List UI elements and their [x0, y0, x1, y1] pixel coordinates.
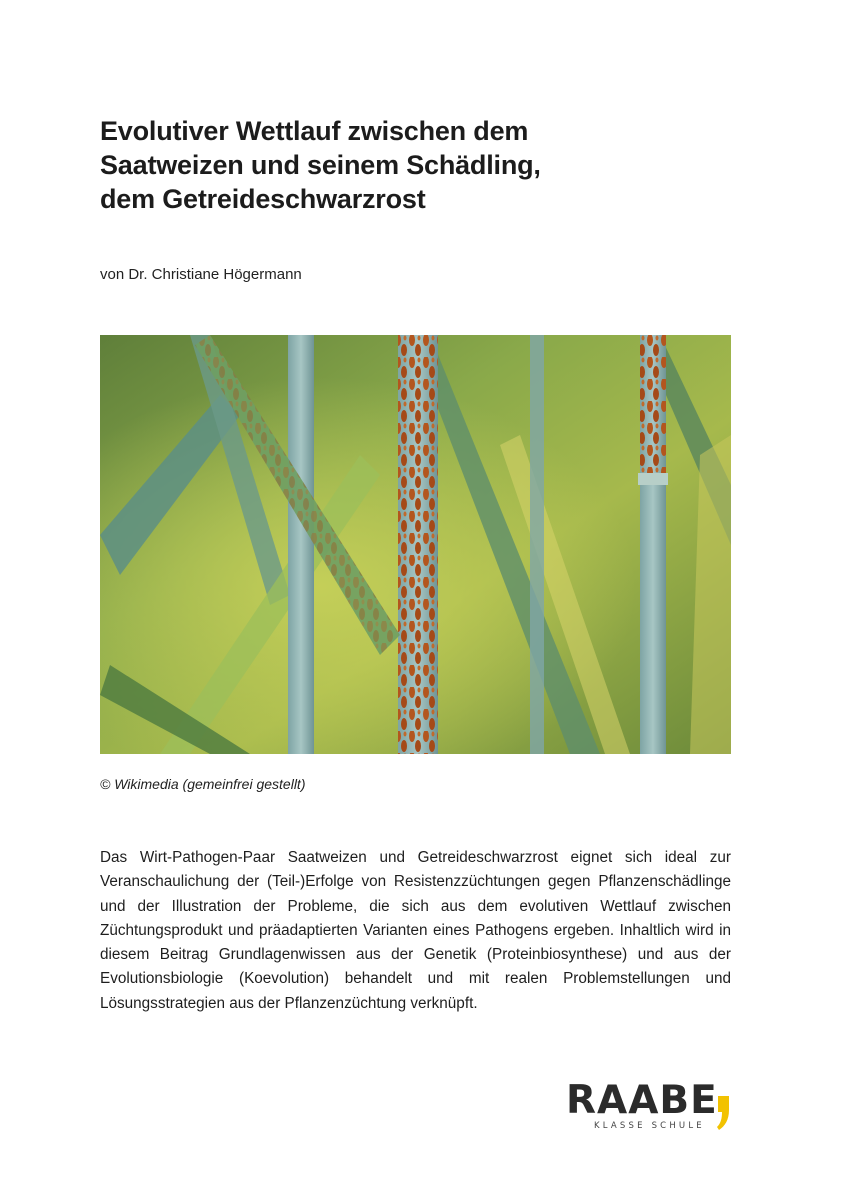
image-caption: © Wikimedia (gemeinfrei gestellt) — [100, 776, 306, 792]
title-line-3: dem Getreideschwarzrost — [100, 184, 426, 214]
wheat-rust-photo — [100, 335, 731, 754]
logo-tagline: KLASSE SCHULE — [594, 1121, 705, 1131]
title-line-1: Evolutiver Wettlauf zwischen dem — [100, 116, 529, 146]
title-line-2: Saatweizen und seinem Schädling, — [100, 150, 541, 180]
logo-wordmark: RAABE — [566, 1078, 718, 1123]
author-line: von Dr. Christiane Högermann — [100, 266, 302, 283]
abstract-paragraph: Das Wirt-Pathogen-Paar Saatweizen und Getreideschwarzrost eignet sich ideal zur Veranschaulichung der (Teil-)Erfolge von Resistenzzüchtungen gegen Pflanzenschädlinge und der Illustration der Probleme, die sich aus dem evolutiven Wettlauf zwischen Züchtungsprodukt und präadaptierten Varianten eines Pathogens ergeben. Inhaltlich wird in diesem Beitrag Grundlagenwissen aus der Genetik (Proteinbiosynthese) und aus der Evolutionsbiologie (Koevolution) behandelt und mit realen Problemstellungen und Lösungsstrategien aus der Pflanzenzüchtung verknüpft. — [100, 849, 731, 1012]
raabe-logo — [566, 1080, 736, 1135]
logo-comma-icon — [716, 1096, 730, 1130]
page-title — [100, 114, 740, 216]
